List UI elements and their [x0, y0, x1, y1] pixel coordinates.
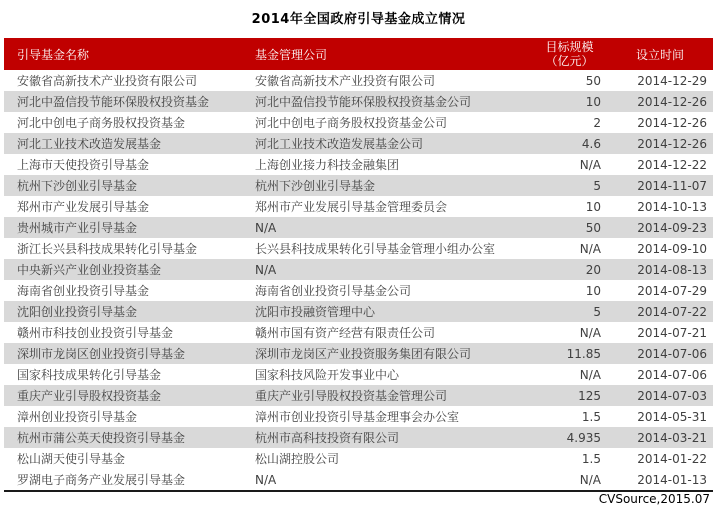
column-header-fund-name: 引导基金名称 [17, 47, 90, 62]
fund-name-cell: 河北工业技术改造发展基金 [17, 137, 162, 151]
date-cell: 2014-09-23 [637, 220, 707, 235]
fund-name-cell: 浙江长兴县科技成果转化引导基金 [17, 242, 198, 256]
fund-name-cell: 中央新兴产业创业投资基金 [17, 263, 162, 277]
target-scale-cell: 4.935 [566, 430, 601, 445]
date-cell: 2014-03-21 [637, 430, 707, 445]
table-row [4, 112, 713, 133]
target-scale-cell: N/A [579, 472, 601, 487]
table-row [4, 70, 713, 91]
table-row [4, 154, 713, 175]
fund-name-cell: 松山湖天使引导基金 [17, 452, 126, 466]
manager-cell: 重庆产业引导股权投资基金管理公司 [255, 389, 448, 403]
manager-cell: N/A [255, 472, 277, 487]
date-cell: 2014-12-26 [637, 115, 707, 130]
table-header-row [4, 38, 713, 70]
date-cell: 2014-12-26 [637, 94, 707, 109]
table-row [4, 196, 713, 217]
target-scale-cell: N/A [579, 325, 601, 340]
fund-name-cell: 漳州创业投资引导基金 [17, 410, 138, 424]
manager-cell: 漳州市创业投资引导基金理事会办公室 [255, 410, 460, 424]
table-row [4, 343, 713, 364]
manager-cell: 杭州市高科技投资有限公司 [255, 431, 400, 445]
target-scale-cell: 10 [585, 199, 601, 214]
date-cell: 2014-12-26 [637, 136, 707, 151]
target-scale-cell: 20 [585, 262, 601, 277]
manager-cell: 松山湖控股公司 [255, 452, 340, 466]
table-row [4, 175, 713, 196]
fund-table [4, 38, 713, 492]
target-scale-cell: 11.85 [566, 346, 601, 361]
manager-cell: 河北工业技术改造发展基金公司 [255, 137, 424, 151]
table-row [4, 91, 713, 112]
target-scale-cell: 5 [593, 178, 601, 193]
fund-name-cell: 上海市天使投资引导基金 [17, 158, 150, 172]
manager-cell: N/A [255, 220, 277, 235]
target-scale-cell: 1.5 [581, 409, 601, 424]
column-header-date: 设立时间 [635, 47, 684, 62]
table-row [4, 217, 713, 238]
target-scale-cell: N/A [579, 157, 601, 172]
manager-cell: N/A [255, 262, 277, 277]
date-cell: 2014-07-22 [637, 304, 707, 319]
manager-cell: 河北中创电子商务股权投资基金公司 [255, 116, 448, 130]
manager-cell: 赣州市国有资产经营有限责任公司 [255, 326, 436, 340]
fund-name-cell: 贵州城市产业引导基金 [17, 221, 138, 235]
fund-name-cell: 郑州市产业发展引导基金 [17, 200, 150, 214]
date-cell: 2014-11-07 [637, 178, 707, 193]
date-cell: 2014-01-13 [637, 472, 707, 487]
fund-name-cell: 河北中创电子商务股权投资基金 [17, 116, 186, 130]
manager-cell: 河北中盈信投节能环保股权投资基金公司 [255, 95, 472, 109]
manager-cell: 安徽省高新技术产业投资有限公司 [255, 74, 436, 88]
date-cell: 2014-08-13 [637, 262, 707, 277]
manager-cell: 沈阳市投融资管理中心 [255, 305, 376, 319]
target-scale-cell: 50 [585, 73, 601, 88]
manager-cell: 上海创业接力科技金融集团 [255, 158, 400, 172]
manager-cell: 深圳市龙岗区产业投资服务集团有限公司 [255, 347, 472, 361]
date-cell: 2014-07-03 [637, 388, 707, 403]
fund-name-cell: 国家科技成果转化引导基金 [17, 368, 162, 382]
table-body [4, 70, 713, 492]
fund-name-cell: 海南省创业投资引导基金 [17, 284, 150, 298]
fund-name-cell: 河北中盈信投节能环保股权投资基金 [17, 95, 210, 109]
date-cell: 2014-12-22 [637, 157, 707, 172]
target-scale-cell: 50 [585, 220, 601, 235]
table-row [4, 448, 713, 469]
date-cell: 2014-12-29 [637, 73, 707, 88]
manager-cell: 长兴县科技成果转化引导基金管理小组办公室 [255, 242, 496, 256]
fund-name-cell: 深圳市龙岗区创业投资引导基金 [17, 347, 186, 361]
table-row [4, 364, 713, 385]
table-row [4, 427, 713, 448]
fund-name-cell: 沈阳创业投资引导基金 [17, 305, 138, 319]
target-scale-cell: 5 [593, 304, 601, 319]
fund-name-cell: 重庆产业引导股权投资基金 [17, 389, 162, 403]
target-scale-unit: （亿元） [545, 54, 594, 68]
table-row [4, 406, 713, 427]
target-scale-cell: N/A [579, 241, 601, 256]
manager-cell: 杭州下沙创业引导基金 [255, 179, 376, 193]
fund-name-cell: 安徽省高新技术产业投资有限公司 [17, 74, 198, 88]
date-cell: 2014-05-31 [637, 409, 707, 424]
table-row [4, 469, 713, 490]
date-cell: 2014-01-22 [637, 451, 707, 466]
date-cell: 2014-09-10 [637, 241, 707, 256]
table-row [4, 133, 713, 154]
fund-name-cell: 赣州市科技创业投资引导基金 [17, 326, 174, 340]
manager-cell: 郑州市产业发展引导基金管理委员会 [255, 200, 448, 214]
column-header-manager: 基金管理公司 [255, 47, 328, 62]
fund-name-cell: 杭州市蒲公英天使投资引导基金 [17, 431, 186, 445]
manager-cell: 国家科技风险开发事业中心 [255, 368, 400, 382]
target-scale-cell: N/A [579, 367, 601, 382]
table-row [4, 238, 713, 259]
target-scale-cell: 2 [593, 115, 601, 130]
column-header-target-scale [532, 38, 607, 70]
target-scale-label: 目标规模 [545, 40, 594, 54]
table-row [4, 280, 713, 301]
table-row [4, 322, 713, 343]
target-scale-cell: 125 [578, 388, 601, 403]
table-row [4, 301, 713, 322]
page-title: 2014年全国政府引导基金成立情况 [251, 12, 466, 27]
date-cell: 2014-07-06 [637, 346, 707, 361]
target-scale-cell: 1.5 [581, 451, 601, 466]
date-cell: 2014-10-13 [637, 199, 707, 214]
fund-name-cell: 杭州下沙创业引导基金 [17, 179, 138, 193]
date-cell: 2014-07-21 [637, 325, 707, 340]
source-attribution: CVSource,2015.07 [598, 492, 710, 506]
fund-name-cell: 罗湖电子商务产业发展引导基金 [17, 473, 186, 487]
target-scale-cell: 10 [585, 94, 601, 109]
date-cell: 2014-07-29 [637, 283, 707, 298]
table-row [4, 259, 713, 280]
manager-cell: 海南省创业投资引导基金公司 [255, 284, 412, 298]
date-cell: 2014-07-06 [637, 367, 707, 382]
target-scale-cell: 10 [585, 283, 601, 298]
target-scale-cell: 4.6 [581, 136, 601, 151]
table-row [4, 385, 713, 406]
